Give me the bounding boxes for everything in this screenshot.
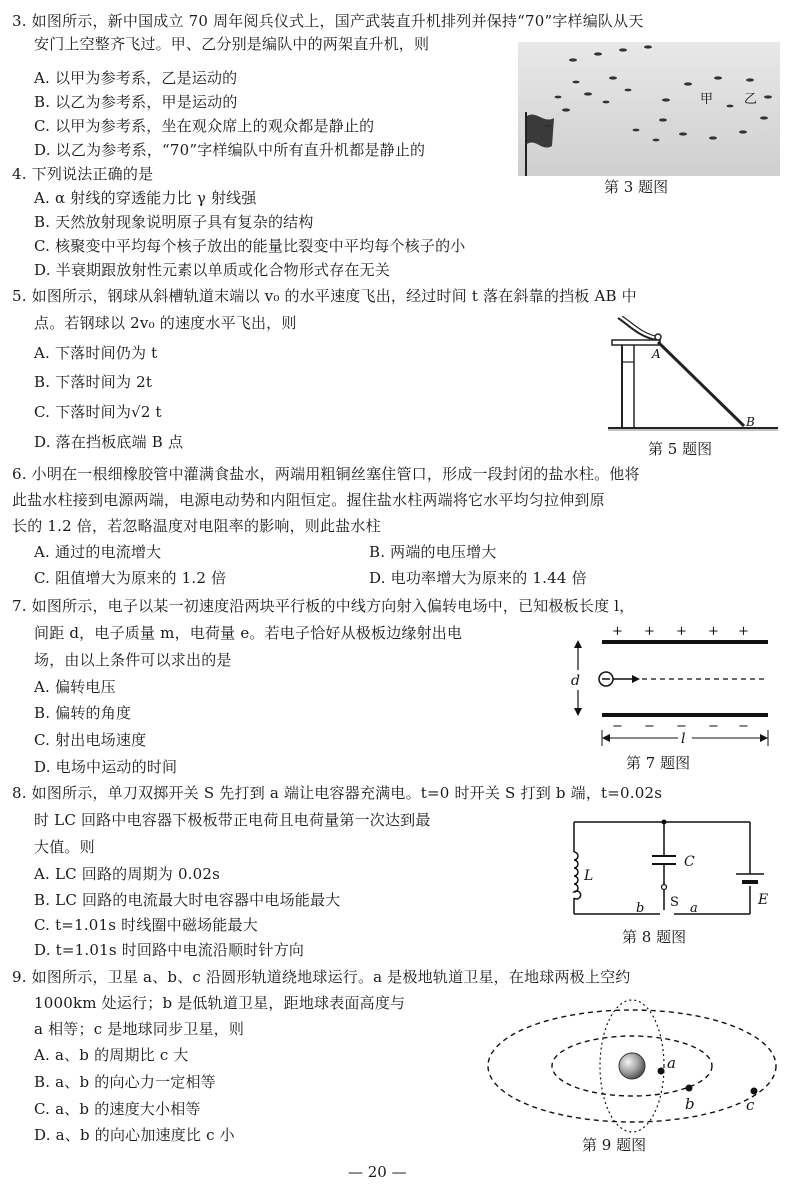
q3-label-yi: 乙 [744,92,758,107]
q4-option-a: A. α 射线的穿透能力比 γ 射线强 [34,189,257,207]
q3-option-d: D. 以乙为参考系，“70”字样编队中所有直升机都是静止的 [34,141,426,159]
q3-option-a: A. 以甲为参考系，乙是运动的 [34,69,238,87]
q7-figure-caption: 第 7 题图 [626,754,691,772]
q7-plus-sign: + [644,624,655,639]
q8-label-c: C [684,854,695,870]
q8-option-d: D. t=1.01s 时回路中电流沿顺时针方向 [34,941,305,959]
q8-label-e: E [758,892,769,908]
q4-option-b: B. 天然放射现象说明原子具有复杂的结构 [34,213,314,231]
q3-option-b: B. 以乙为参考系，甲是运动的 [34,93,238,111]
q7-option-d: D. 电场中运动的时间 [34,758,178,776]
q8-figure-caption: 第 8 题图 [622,928,687,946]
q6-option-c: C. 阻值增大为原来的 1.2 倍 [34,569,227,587]
q7-minus-sign: − [676,719,687,734]
q3-figure-caption: 第 3 题图 [604,178,669,196]
q5-stem-line-1: 5. 如图所示，钢球从斜槽轨道末端以 v₀ 的水平速度飞出，经过时间 t 落在斜靠的挡板 AB 中 [12,287,637,305]
q5-projectile-figure [608,316,778,432]
q7-minus-sign: − [612,719,623,734]
q7-minus-sign: − [644,719,655,734]
page-number: — 20 — [348,1163,407,1181]
q7-plus-sign: + [738,624,749,639]
q8-label-l: L [584,868,594,884]
q6-stem-line-2: 此盐水柱接到电源两端，电源电动势和内阻恒定。握住盐水柱两端将它水平均匀拉伸到原 [12,491,605,509]
q5-figure-caption: 第 5 题图 [648,440,713,458]
q5-option-a: A. 下落时间仍为 t [34,344,158,362]
q4-stem: 4. 下列说法正确的是 [12,165,154,183]
q5-option-c: C. 下落时间为√2 t [34,403,162,421]
q8-option-a: A. LC 回路的周期为 0.02s [34,865,221,883]
q3-stem-line-1: 3. 如图所示，新中国成立 70 周年阅兵仪式上，国产武装直升机排列并保持“70”字样编队从天 [12,12,644,30]
q7-minus-sign: − [738,719,749,734]
q8-option-c: C. t=1.01s 时线圈中磁场能最大 [34,916,258,934]
q7-stem-line-2: 间距 d，电子质量 m，电荷量 e。若电子恰好从极板边缘射出电 [34,624,463,642]
q3-label-jia: 甲 [700,92,714,107]
q9-satellite-orbits-figure [484,996,782,1136]
q3-helicopter-formation-photo [518,42,780,176]
q5-label-b: B [746,415,755,429]
q9-option-d: D. a、b 的向心加速度比 c 小 [34,1126,235,1144]
q8-label-b: b [636,901,645,916]
q9-stem-line-1: 9. 如图所示，卫星 a、b、c 沿圆形轨道绕地球运行。a 是极地轨道卫星，在地球两极上空约 [12,968,631,986]
q6-stem-line-3: 长的 1.2 倍，若忽略温度对电阻率的影响，则此盐水柱 [12,517,381,535]
q5-label-a: A [652,347,661,361]
q4-option-d: D. 半衰期跟放射性元素以单质或化合物形式存在无关 [34,261,391,279]
q7-plus-sign: + [676,624,687,639]
q7-stem-line-3: 场，由以上条件可以求出的是 [34,651,232,669]
q8-label-a: a [690,901,698,916]
q7-stem-line-1: 7. 如图所示，电子以某一初速度沿两块平行板的中线方向射入偏转电场中，已知极板长度 l， [12,597,635,615]
q7-option-b: B. 偏转的角度 [34,704,132,722]
q7-option-c: C. 射出电场速度 [34,731,147,749]
q9-stem-line-3: a 相等；c 是地球同步卫星，则 [34,1020,245,1038]
q9-option-b: B. a、b 的向心力一定相等 [34,1073,216,1091]
q7-deflection-plates-figure [562,622,772,750]
q7-minus-sign: − [708,719,719,734]
q7-label-d: d [571,673,580,689]
q9-option-a: A. a、b 的周期比 c 大 [34,1046,189,1064]
q5-stem-line-2: 点。若钢球以 2v₀ 的速度水平飞出，则 [34,314,297,332]
q4-option-c: C. 核聚变中平均每个核子放出的能量比裂变中平均每个核子的小 [34,237,466,255]
q9-label-a: a [667,1054,676,1072]
q5-option-b: B. 下落时间为 2t [34,373,153,391]
q6-option-a: A. 通过的电流增大 [34,543,162,561]
q8-lc-circuit-figure [560,812,774,922]
q8-stem-line-3: 大值。则 [34,838,95,856]
q8-stem-line-1: 8. 如图所示，单刀双掷开关 S 先打到 a 端让电容器充满电。t=0 时开关 S 打到 b 端，t=0.02s [12,784,663,802]
q8-stem-line-2: 时 LC 回路中电容器下极板带正电荷且电荷量第一次达到最 [34,811,431,829]
q6-stem-line-1: 6. 小明在一根细橡胶管中灌满食盐水，两端用粗铜丝塞住管口，形成一段封闭的盐水柱。他将 [12,465,640,483]
q6-option-d: D. 电功率增大为原来的 1.44 倍 [369,569,587,587]
q7-option-a: A. 偏转电压 [34,678,116,696]
q8-label-s: S [670,895,679,910]
q3-option-c: C. 以甲为参考系，坐在观众席上的观众都是静止的 [34,117,375,135]
q9-figure-caption: 第 9 题图 [582,1136,647,1154]
q3-stem-line-2: 安门上空整齐飞过。甲、乙分别是编队中的两架直升机，则 [34,35,430,53]
q7-plus-sign: + [612,624,623,639]
q6-option-b: B. 两端的电压增大 [369,543,497,561]
q8-option-b: B. LC 回路的电流最大时电容器中电场能最大 [34,891,341,909]
q9-stem-line-2: 1000km 处运行；b 是低轨道卫星，距地球表面高度与 [34,994,406,1012]
q5-option-d: D. 落在挡板底端 B 点 [34,433,184,451]
q7-label-l: l [681,731,686,747]
q9-label-b: b [685,1095,695,1113]
q7-plus-sign: + [708,624,719,639]
q9-option-c: C. a、b 的速度大小相等 [34,1100,201,1118]
q9-label-c: c [746,1096,755,1114]
